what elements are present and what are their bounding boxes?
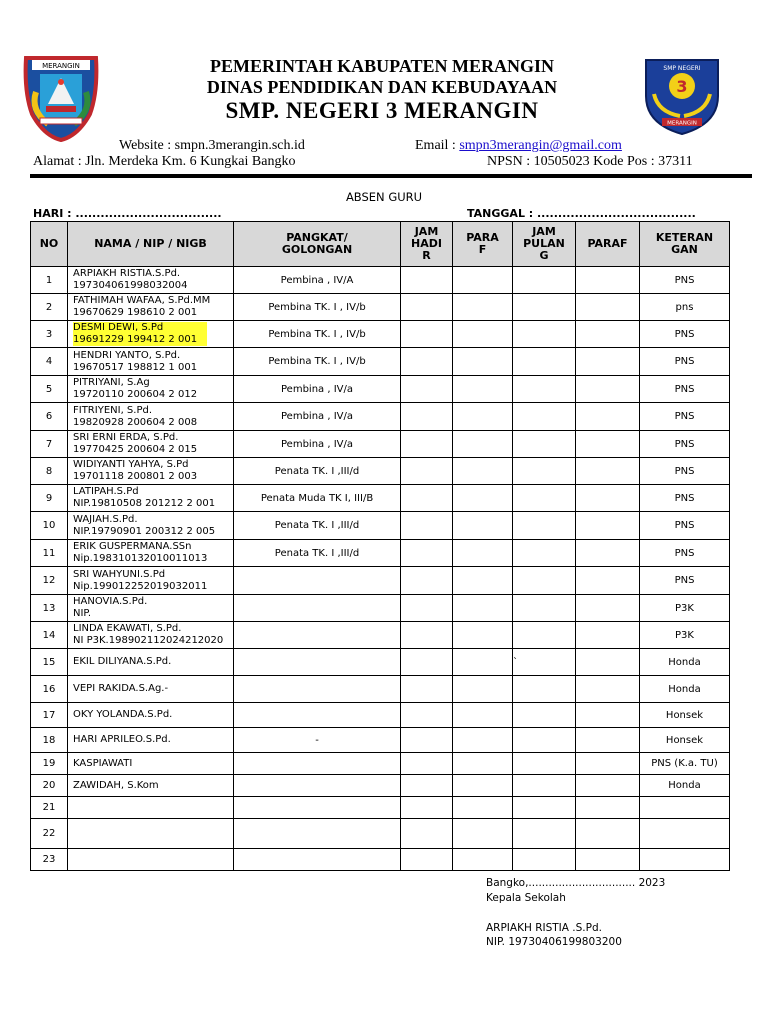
right-logo-text-bottom: MERANGIN	[667, 120, 697, 127]
table-row	[31, 753, 730, 775]
email-line	[415, 138, 622, 154]
time-out-cell[interactable]	[513, 676, 576, 703]
rank-cell: Pembina TK. I , IV/b	[234, 348, 401, 376]
time-in-cell[interactable]	[401, 348, 453, 376]
time-out-cell[interactable]	[513, 512, 576, 540]
time-out-cell[interactable]	[513, 595, 576, 622]
sign-in-cell[interactable]	[453, 676, 513, 703]
sign-out-cell[interactable]	[576, 540, 640, 567]
row-number: 23	[31, 849, 68, 871]
col-note-header: KETERAN GAN	[640, 222, 730, 267]
table-row	[31, 775, 730, 797]
status-cell: P3K	[640, 595, 730, 622]
teacher-name-cell	[68, 819, 234, 849]
sign-in-cell[interactable]	[453, 376, 513, 403]
row-number: 4	[31, 348, 68, 376]
time-out-cell[interactable]	[513, 622, 576, 649]
table-row	[31, 376, 730, 403]
table-row	[31, 512, 730, 540]
status-cell: PNS	[640, 376, 730, 403]
teacher-name-cell	[68, 321, 234, 348]
date-field: TANGGAL : ......................................	[467, 207, 696, 220]
col-sign-in-header: PARA F	[453, 222, 513, 267]
time-out-cell[interactable]	[513, 797, 576, 819]
school-name: SMP. NEGERI 3 MERANGIN	[225, 98, 539, 123]
sign-in-cell[interactable]	[453, 728, 513, 753]
sign-out-cell[interactable]	[576, 819, 640, 849]
right-logo-text-top: SMP NEGERI	[663, 65, 701, 72]
signature-nip: NIP. 19730406199803200	[486, 936, 622, 948]
table-row	[31, 458, 730, 485]
sign-out-cell[interactable]	[576, 431, 640, 458]
time-in-cell[interactable]	[401, 485, 453, 512]
department-heading: DINAS PENDIDIKAN DAN KEBUDAYAAN	[206, 77, 558, 97]
row-number: 6	[31, 403, 68, 431]
time-in-cell[interactable]	[401, 376, 453, 403]
header-divider	[30, 174, 752, 178]
time-in-cell[interactable]	[401, 775, 453, 797]
status-cell: pns	[640, 294, 730, 321]
rank-cell	[234, 622, 401, 649]
table-row	[31, 431, 730, 458]
status-cell: Honda	[640, 649, 730, 676]
row-number: 8	[31, 458, 68, 485]
rank-cell	[234, 819, 401, 849]
teacher-name-cell: ARPIAKH RISTIA.S.Pd. 197304061998032004	[68, 267, 234, 294]
table-row	[31, 849, 730, 871]
sign-out-cell[interactable]	[576, 567, 640, 595]
time-in-cell[interactable]	[401, 321, 453, 348]
rank-cell: Pembina TK. I , IV/b	[234, 294, 401, 321]
sign-in-cell[interactable]	[453, 849, 513, 871]
row-number: 11	[31, 540, 68, 567]
sign-in-cell[interactable]	[453, 321, 513, 348]
teacher-name-cell: PITRIYANI, S.Ag 19720110 200604 2 012	[68, 376, 234, 403]
time-out-cell[interactable]	[513, 485, 576, 512]
sign-in-cell[interactable]	[453, 294, 513, 321]
status-cell: PNS	[640, 512, 730, 540]
teacher-name-cell: HANOVIA.S.Pd. NIP.	[68, 595, 234, 622]
time-out-cell[interactable]	[513, 403, 576, 431]
rank-cell	[234, 849, 401, 871]
rank-cell: Pembina , IV/a	[234, 376, 401, 403]
time-in-cell[interactable]	[401, 403, 453, 431]
col-time-in-header: JAM HADI R	[401, 222, 453, 267]
sign-in-cell[interactable]	[453, 622, 513, 649]
teacher-name-cell: KASPIAWATI	[68, 753, 234, 775]
teacher-name-cell: ERIK GUSPERMANA.SSn Nip.198310132010011013	[68, 540, 234, 567]
sign-out-cell[interactable]	[576, 267, 640, 294]
time-in-cell[interactable]	[401, 849, 453, 871]
sign-in-cell[interactable]	[453, 267, 513, 294]
sign-out-cell[interactable]	[576, 348, 640, 376]
time-out-cell[interactable]	[513, 775, 576, 797]
table-row	[31, 485, 730, 512]
status-cell: PNS	[640, 267, 730, 294]
row-number: 14	[31, 622, 68, 649]
teacher-name-cell: ZAWIDAH, S.Kom	[68, 775, 234, 797]
attendance-table	[30, 221, 730, 871]
row-number: 3	[31, 321, 68, 348]
rank-cell	[234, 775, 401, 797]
time-out-cell[interactable]	[513, 849, 576, 871]
sign-in-cell[interactable]	[453, 540, 513, 567]
address-text: Alamat : Jln. Merdeka Km. 6 Kungkai Bangko	[33, 154, 296, 169]
table-row	[31, 403, 730, 431]
time-in-cell[interactable]	[401, 676, 453, 703]
status-cell: PNS	[640, 321, 730, 348]
teacher-name-cell: HARI APRILEO.S.Pd.	[68, 728, 234, 753]
col-name-header: NAMA / NIP / NIGB	[68, 222, 234, 267]
col-no-header: NO	[31, 222, 68, 267]
sign-in-cell[interactable]	[453, 567, 513, 595]
col-sign-out-header: PARAF	[576, 222, 640, 267]
table-row	[31, 294, 730, 321]
time-out-cell[interactable]	[513, 458, 576, 485]
sign-out-cell[interactable]	[576, 849, 640, 871]
rank-cell	[234, 649, 401, 676]
row-number: 1	[31, 267, 68, 294]
sign-in-cell[interactable]	[453, 512, 513, 540]
sign-in-cell[interactable]	[453, 403, 513, 431]
status-cell: PNS	[640, 458, 730, 485]
time-in-cell[interactable]	[401, 622, 453, 649]
status-cell: P3K	[640, 622, 730, 649]
time-in-cell[interactable]	[401, 753, 453, 775]
website-text: Website : smpn.3merangin.sch.id	[119, 138, 305, 153]
sign-out-cell[interactable]	[576, 485, 640, 512]
sign-in-cell[interactable]	[453, 753, 513, 775]
status-cell: PNS	[640, 540, 730, 567]
time-in-cell[interactable]	[401, 512, 453, 540]
row-number: 18	[31, 728, 68, 753]
sign-out-cell[interactable]	[576, 728, 640, 753]
rank-cell: Penata TK. I ,III/d	[234, 540, 401, 567]
sign-in-cell[interactable]	[453, 348, 513, 376]
table-row	[31, 267, 730, 294]
table-row	[31, 540, 730, 567]
row-number: 19	[31, 753, 68, 775]
npsn-postal-text: NPSN : 10505023 Kode Pos : 37311	[487, 154, 693, 169]
status-cell: PNS	[640, 485, 730, 512]
status-cell: PNS	[640, 567, 730, 595]
sign-out-cell[interactable]	[576, 294, 640, 321]
row-number: 16	[31, 676, 68, 703]
sign-out-cell[interactable]	[576, 797, 640, 819]
teacher-name-cell: OKY YOLANDA.S.Pd.	[68, 703, 234, 728]
teacher-name-cell: LATIPAH.S.Pd NIP.19810508 201212 2 001	[68, 485, 234, 512]
table-row	[31, 797, 730, 819]
signature-name: ARPIAKH RISTIA .S.Pd.	[486, 922, 602, 934]
time-out-cell[interactable]	[513, 348, 576, 376]
rank-cell	[234, 567, 401, 595]
row-number: 10	[31, 512, 68, 540]
row-number: 15	[31, 649, 68, 676]
status-cell: PNS (K.a. TU)	[640, 753, 730, 775]
teacher-name-cell: SRI ERNI ERDA, S.Pd. 19770425 200604 2 015	[68, 431, 234, 458]
table-row	[31, 595, 730, 622]
row-number: 13	[31, 595, 68, 622]
row-number: 2	[31, 294, 68, 321]
time-in-cell[interactable]	[401, 540, 453, 567]
time-out-cell[interactable]	[513, 753, 576, 775]
rank-cell: -	[234, 728, 401, 753]
time-in-cell[interactable]	[401, 649, 453, 676]
sign-in-cell[interactable]	[453, 485, 513, 512]
sign-in-cell[interactable]	[453, 819, 513, 849]
sign-in-cell[interactable]	[453, 595, 513, 622]
document-title: ABSEN GURU	[345, 190, 423, 204]
row-number: 21	[31, 797, 68, 819]
sign-out-cell[interactable]	[576, 512, 640, 540]
time-out-cell[interactable]	[513, 321, 576, 348]
sign-out-cell[interactable]	[576, 376, 640, 403]
sign-out-cell[interactable]	[576, 753, 640, 775]
status-cell: PNS	[640, 431, 730, 458]
rank-cell: Penata TK. I ,III/d	[234, 458, 401, 485]
rank-cell: Pembina TK. I , IV/b	[234, 321, 401, 348]
time-in-cell[interactable]	[401, 819, 453, 849]
status-cell	[640, 849, 730, 871]
government-heading: PEMERINTAH KABUPATEN MERANGIN	[209, 56, 554, 76]
table-row	[31, 819, 730, 849]
time-out-cell[interactable]	[513, 376, 576, 403]
sign-in-cell[interactable]	[453, 797, 513, 819]
sign-in-cell[interactable]	[453, 703, 513, 728]
rank-cell: Pembina , IV/a	[234, 403, 401, 431]
table-row	[31, 728, 730, 753]
teacher-name-cell: LINDA EKAWATI, S.Pd. NI P3K.198902112024212020	[68, 622, 234, 649]
sign-out-cell[interactable]	[576, 321, 640, 348]
table-row	[31, 567, 730, 595]
time-out-cell[interactable]	[513, 431, 576, 458]
rank-cell: Penata Muda TK I, III/B	[234, 485, 401, 512]
email-link[interactable]: smpn3merangin@gmail.com	[459, 138, 622, 153]
row-number: 5	[31, 376, 68, 403]
sign-in-cell[interactable]	[453, 649, 513, 676]
status-cell: Honda	[640, 676, 730, 703]
sign-out-cell[interactable]	[576, 403, 640, 431]
teacher-name-cell	[68, 849, 234, 871]
time-in-cell[interactable]	[401, 458, 453, 485]
sign-in-cell[interactable]	[453, 431, 513, 458]
time-in-cell[interactable]	[401, 567, 453, 595]
highlighted-name: DESMI DEWI, S.Pd 19691229 199412 2 001	[73, 322, 207, 346]
table-header-row	[31, 222, 730, 267]
right-logo-number: 3	[676, 77, 688, 96]
status-cell: Honda	[640, 775, 730, 797]
sign-in-cell[interactable]	[453, 775, 513, 797]
teacher-name-cell	[68, 797, 234, 819]
sign-out-cell[interactable]	[576, 649, 640, 676]
status-cell	[640, 819, 730, 849]
time-in-cell[interactable]	[401, 595, 453, 622]
time-in-cell[interactable]	[401, 728, 453, 753]
row-number: 22	[31, 819, 68, 849]
time-out-cell[interactable]	[513, 819, 576, 849]
rank-cell: Penata TK. I ,III/d	[234, 512, 401, 540]
time-out-cell[interactable]	[513, 294, 576, 321]
rank-cell	[234, 676, 401, 703]
status-cell: PNS	[640, 348, 730, 376]
col-rank-header: PANGKAT/ GOLONGAN	[234, 222, 401, 267]
time-out-cell[interactable]	[513, 540, 576, 567]
row-number: 7	[31, 431, 68, 458]
rank-cell: Pembina , IV/a	[234, 431, 401, 458]
sign-in-cell[interactable]	[453, 458, 513, 485]
status-cell: PNS	[640, 403, 730, 431]
table-row	[31, 676, 730, 703]
table-row	[31, 321, 730, 348]
row-number: 9	[31, 485, 68, 512]
teacher-name-cell: WAJIAH.S.Pd. NIP.19790901 200312 2 005	[68, 512, 234, 540]
teacher-name-cell: FITRIYENI, S.Pd. 19820928 200604 2 008	[68, 403, 234, 431]
time-out-cell[interactable]	[513, 567, 576, 595]
sign-out-cell[interactable]	[576, 622, 640, 649]
left-logo-text: MERANGIN	[42, 62, 80, 70]
teacher-name-cell: HENDRI YANTO, S.Pd. 19670517 198812 1 001	[68, 348, 234, 376]
signature-date: Bangko,................................ 2023	[486, 877, 666, 889]
teacher-name-cell: WIDIYANTI YAHYA, S.Pd 19701118 200801 2 003	[68, 458, 234, 485]
row-number: 12	[31, 567, 68, 595]
rank-cell	[234, 595, 401, 622]
teacher-name-cell: SRI WAHYUNI.S.Pd Nip.199012252019032011	[68, 567, 234, 595]
status-cell	[640, 797, 730, 819]
email-label: Email :	[415, 138, 460, 153]
sign-out-cell[interactable]	[576, 775, 640, 797]
time-out-cell[interactable]	[513, 703, 576, 728]
time-out-cell[interactable]	[513, 728, 576, 753]
rank-cell	[234, 797, 401, 819]
sign-out-cell[interactable]	[576, 676, 640, 703]
teacher-name-cell: VEPI RAKIDA.S.Ag.-	[68, 676, 234, 703]
status-cell: Honsek	[640, 703, 730, 728]
sign-out-cell[interactable]	[576, 703, 640, 728]
time-in-cell[interactable]	[401, 294, 453, 321]
time-out-cell[interactable]: `	[513, 649, 576, 676]
rank-cell	[234, 753, 401, 775]
day-field: HARI : ...................................	[33, 207, 222, 220]
teacher-name-cell: FATHIMAH WAFAA, S.Pd.MM 19670629 198610 2 001	[68, 294, 234, 321]
teacher-name-cell: EKIL DILIYANA.S.Pd.	[68, 649, 234, 676]
rank-cell	[234, 703, 401, 728]
table-row	[31, 649, 730, 676]
time-in-cell[interactable]	[401, 431, 453, 458]
row-number: 17	[31, 703, 68, 728]
table-row	[31, 622, 730, 649]
time-out-cell[interactable]	[513, 267, 576, 294]
status-cell: Honsek	[640, 728, 730, 753]
rank-cell: Pembina , IV/A	[234, 267, 401, 294]
row-number: 20	[31, 775, 68, 797]
sign-out-cell[interactable]	[576, 595, 640, 622]
sign-out-cell[interactable]	[576, 458, 640, 485]
time-in-cell[interactable]	[401, 267, 453, 294]
table-row	[31, 703, 730, 728]
time-in-cell[interactable]	[401, 797, 453, 819]
col-time-out-header: JAM PULAN G	[513, 222, 576, 267]
table-row	[31, 348, 730, 376]
signature-role: Kepala Sekolah	[486, 892, 566, 904]
time-in-cell[interactable]	[401, 703, 453, 728]
